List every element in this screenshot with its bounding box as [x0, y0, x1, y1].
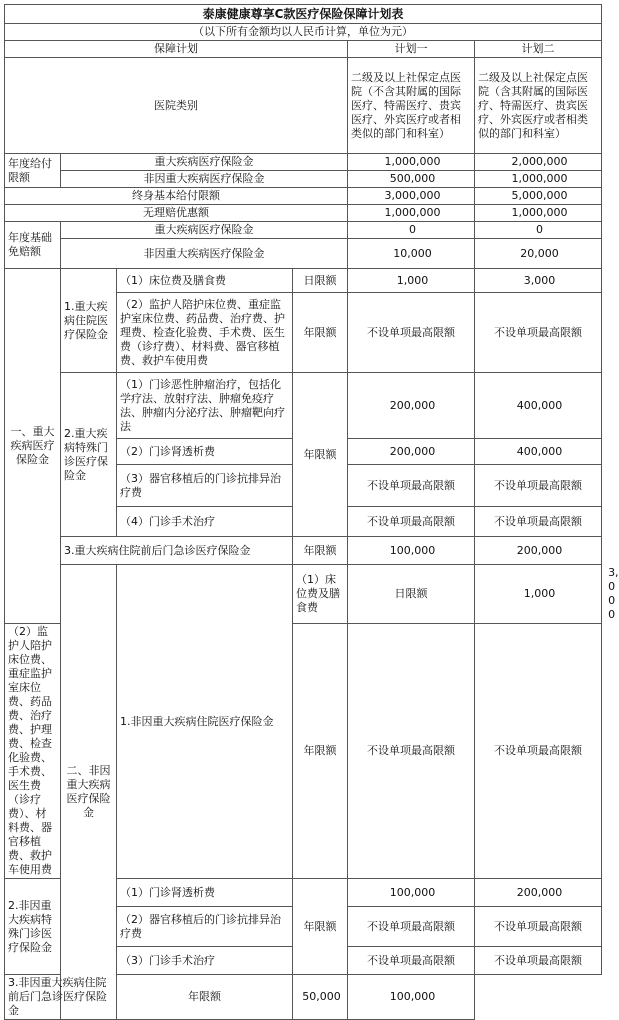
- annual-limit-plan1: 1,000,000: [348, 154, 475, 171]
- limit-type: 年限额: [293, 373, 348, 537]
- table-title: 泰康健康尊享C款医疗保险保障计划表: [5, 5, 602, 24]
- annual-limit-plan2: 1,000,000: [475, 171, 602, 188]
- benefit-plan1: 200,000: [348, 373, 475, 439]
- annual-limit-plan2: 2,000,000: [475, 154, 602, 171]
- benefit-plan1: 100,000: [348, 879, 475, 907]
- no-claim-plan2: 1,000,000: [475, 205, 602, 222]
- section1-outpatient-label: 2.重大疾病特殊门诊医疗保险金: [61, 373, 117, 537]
- section1-label: 一、重大疾病医疗保险金: [5, 269, 61, 624]
- benefit-item: （4）门诊手术治疗: [117, 507, 293, 537]
- benefit-plan1: 不设单项最高限额: [348, 624, 475, 879]
- benefit-item: （1）床位费及膳食费: [293, 565, 348, 624]
- benefit-item: （1）门诊肾透析费: [117, 879, 293, 907]
- benefit-plan2: 200,000: [475, 537, 602, 565]
- benefit-plan1: 100,000: [348, 537, 475, 565]
- benefit-item: （2）监护人陪护床位费、重症监护室床位费、药品费、治疗费、护理费、检查化验费、手术费、医生费（诊疗费）、材料费、器官移植费、救护车使用费: [117, 293, 293, 373]
- benefit-plan2: 不设单项最高限额: [475, 624, 602, 879]
- header-plan1: 计划一: [348, 41, 475, 58]
- benefit-plan2: 400,000: [475, 373, 602, 439]
- benefit-plan1: 不设单项最高限额: [348, 947, 475, 975]
- benefit-item: （2）器官移植后的门诊抗排异治疗费: [117, 907, 293, 947]
- deductible-plan2: 20,000: [475, 239, 602, 269]
- header-plan2: 计划二: [475, 41, 602, 58]
- deductible-plan2: 0: [475, 222, 602, 239]
- benefit-item: （1）床位费及膳食费: [117, 269, 293, 293]
- limit-type: 年限额: [293, 537, 348, 565]
- currency-note: （以下所有金额均以人民币计算，单位为元）: [5, 24, 602, 41]
- benefit-plan1: 50,000: [293, 975, 348, 1020]
- benefit-table: 泰康健康尊享C款医疗保险保障计划表 （以下所有金额均以人民币计算，单位为元） 保障计划 计划一 计划二 医院类别 二级及以上社保定点医院（不含其附属的国际医疗、特需医疗、贵宾医疗、外宾医疗或者相类似的部门和科室） 二级及以上社保定点医院（含其附属的国际医疗、特需医疗、贵宾医疗、外宾医疗或者相类似的部门和科室） 年度给付限额 重大疾病医疗保险金 1,000,000 2,000,000 非因重大疾病医疗保险金 500,000 1,000,000 终身基本给付限额 3,000,000 5,000,000 无理赔优惠额 1,000,000 1,000,000 年度基础免赔额 重大疾病医疗保险金 0 0 非因重大疾病医疗保险金 10,000 20,000 一、重大疾病医疗保险金 1.重大疾病住院医疗保险金 （1）床位费及膳食费 日限额 1,000 3,000 （2）监护人陪护床位费、重症监护室床位费、药品费、治疗费、护理费、检查化验费、手术费、医生费（诊疗费）、材料费、器官移植费、救护车使用费 年限额 不设单项最高限额 不设单项最高限额 2.重大疾病特殊门诊医疗保险金 （1）门诊恶性肿瘤治疗，包括化学疗法、放射疗法、肿瘤免疫疗法、肿瘤内分泌疗法、肿瘤靶向疗法 年限额 200,000 400,000 （2）门诊肾透析费 200,000 400,000 （3）器官移植后的门诊抗排异治疗费 不设单项最高限额 不设单项最高限额 （4）门诊手术治疗 不设单项最高限额 不设单项最高限额 3.重大疾病住院前后门急诊医疗保险金 年限额 100,000 200,000 二、非因重大疾病医疗保险金 1.非因重大疾病住院医疗保险金 （1）床位费及膳食费 日限额 1,000 3,000 （2）监护人陪护床位费、重症监护室床位费、药品费、治疗费、护理费、检查化验费、手术费、医生费（诊疗费）、材料费、器官移植费、救护车使用费 年限额 不设单项最高限额 不设单项最高限额 2.非因重大疾病特殊门诊医疗保险金 （1）门诊肾透析费 年限额 100,000 200,000 （2）器官移植后的门诊抗排异治疗费 不设单项最高限额 不设单项最高限额 （3）门诊手术治疗 不设单项最高限额 不设单项最高限额 3.非因重大疾病住院前后门急诊医疗保险金 年限额 50,000 100,000: [4, 4, 602, 1020]
- hospital-plan1: 二级及以上社保定点医院（不含其附属的国际医疗、特需医疗、贵宾医疗、外宾医疗或者相类似的部门和科室）: [348, 58, 475, 154]
- benefit-plan2: 不设单项最高限额: [475, 293, 602, 373]
- section1-inpatient-label: 1.重大疾病住院医疗保险金: [61, 269, 117, 373]
- benefit-plan2: 不设单项最高限额: [475, 465, 602, 507]
- benefit-plan1: 不设单项最高限额: [348, 507, 475, 537]
- benefit-item: 3.重大疾病住院前后门急诊医疗保险金: [61, 537, 293, 565]
- annual-limit-item: 非因重大疾病医疗保险金: [61, 171, 348, 188]
- benefit-plan1: 不设单项最高限额: [348, 907, 475, 947]
- benefit-item: （1）门诊恶性肿瘤治疗，包括化学疗法、放射疗法、肿瘤免疫疗法、肿瘤内分泌疗法、肿瘤靶向疗法: [117, 373, 293, 439]
- deductible-label: 年度基础免赔额: [5, 222, 61, 269]
- benefit-plan2: 400,000: [475, 439, 602, 465]
- benefit-item: （3）器官移植后的门诊抗排异治疗费: [117, 465, 293, 507]
- hospital-category-label: 医院类别: [5, 58, 348, 154]
- limit-type: 年限额: [293, 879, 348, 975]
- section2-label: 二、非因重大疾病医疗保险金: [61, 565, 117, 1020]
- benefit-plan1: 200,000: [348, 439, 475, 465]
- benefit-plan1: 1,000: [348, 269, 475, 293]
- limit-type: 年限额: [293, 624, 348, 879]
- benefit-item: 3.非因重大疾病住院前后门急诊医疗保险金: [5, 975, 117, 1020]
- benefit-item: （2）监护人陪护床位费、重症监护室床位费、药品费、治疗费、护理费、检查化验费、手术费、医生费（诊疗费）、材料费、器官移植费、救护车使用费: [5, 624, 61, 879]
- limit-type: 年限额: [117, 975, 293, 1020]
- header-plan: 保障计划: [5, 41, 348, 58]
- benefit-plan2: 100,000: [348, 975, 475, 1020]
- annual-limit-item: 重大疾病医疗保险金: [61, 154, 348, 171]
- lifetime-plan1: 3,000,000: [348, 188, 475, 205]
- section2-outpatient-label: 2.非因重大疾病特殊门诊医疗保险金: [5, 879, 61, 975]
- limit-type: 日限额: [348, 565, 475, 624]
- benefit-plan1: 1,000: [475, 565, 602, 624]
- lifetime-limit-item: 终身基本给付限额: [5, 188, 348, 205]
- benefit-plan2: 不设单项最高限额: [475, 947, 602, 975]
- annual-limit-plan1: 500,000: [348, 171, 475, 188]
- benefit-plan2: 不设单项最高限额: [475, 507, 602, 537]
- benefit-plan2: 3,000: [475, 269, 602, 293]
- hospital-plan2: 二级及以上社保定点医院（含其附属的国际医疗、特需医疗、贵宾医疗、外宾医疗或者相类似的部门和科室）: [475, 58, 602, 154]
- limit-type: 年限额: [293, 293, 348, 373]
- deductible-item: 非因重大疾病医疗保险金: [61, 239, 348, 269]
- no-claim-item: 无理赔优惠额: [5, 205, 348, 222]
- benefit-plan1: 不设单项最高限额: [348, 465, 475, 507]
- no-claim-plan1: 1,000,000: [348, 205, 475, 222]
- annual-limit-label: 年度给付限额: [5, 154, 61, 188]
- benefit-plan1: 不设单项最高限额: [348, 293, 475, 373]
- lifetime-plan2: 5,000,000: [475, 188, 602, 205]
- limit-type: 日限额: [293, 269, 348, 293]
- deductible-item: 重大疾病医疗保险金: [61, 222, 348, 239]
- benefit-item: （3）门诊手术治疗: [117, 947, 293, 975]
- deductible-plan1: 10,000: [348, 239, 475, 269]
- section2-inpatient-label: 1.非因重大疾病住院医疗保险金: [117, 565, 293, 879]
- benefit-plan2: 不设单项最高限额: [475, 907, 602, 947]
- benefit-item: （2）门诊肾透析费: [117, 439, 293, 465]
- deductible-plan1: 0: [348, 222, 475, 239]
- benefit-plan2: 200,000: [475, 879, 602, 907]
